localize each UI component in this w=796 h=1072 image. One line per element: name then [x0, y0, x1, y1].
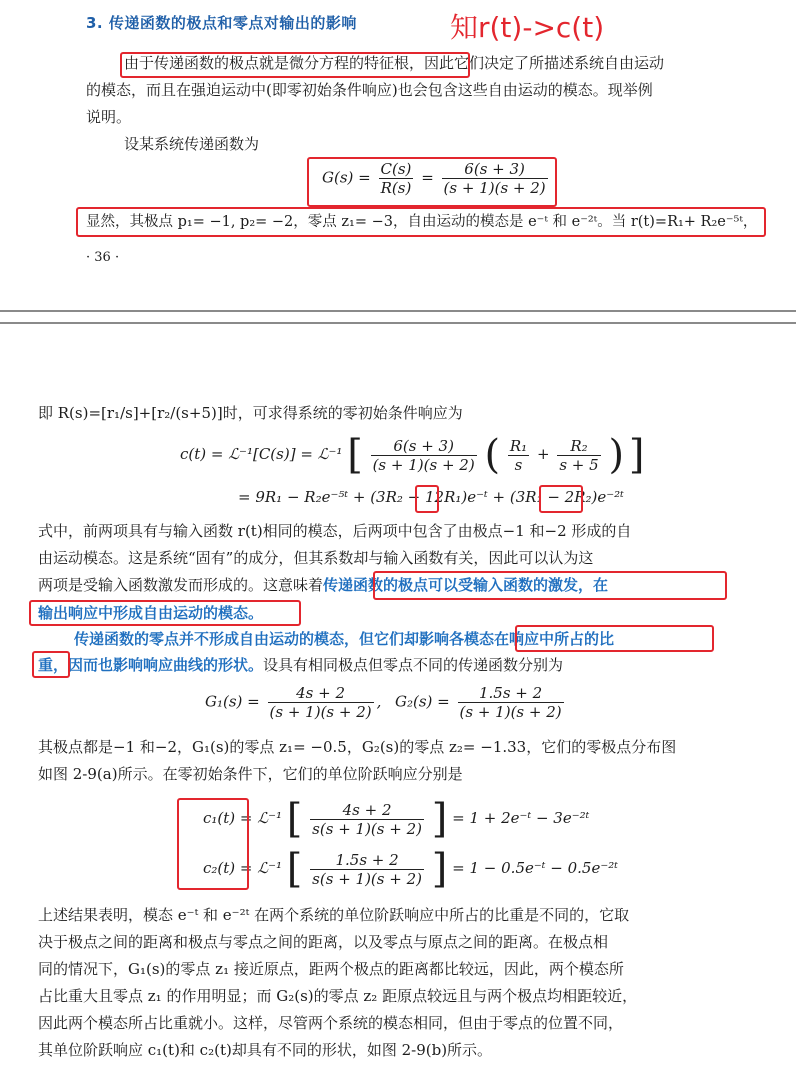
fraction	[371, 437, 477, 474]
denominator: (s + 1)(s + 2)	[459, 703, 562, 721]
annotation-box	[515, 625, 714, 652]
denominator: R(s)	[380, 179, 412, 197]
equation-step-c2	[203, 846, 618, 892]
paragraph-line: 决于极点之间的距离和极点与零点之间的距离，以及零点与原点之间的距离。在极点相	[38, 933, 609, 951]
paragraph-line: 上述结果表明，模态 e⁻ᵗ 和 e⁻²ᵗ 在两个系统的单位阶跃响应中所占的比重是不同的，它取	[38, 906, 630, 924]
bracket: [	[347, 432, 363, 478]
numerator: 4s + 2	[310, 801, 424, 820]
denominator: s	[514, 455, 523, 474]
paren: (	[484, 432, 501, 478]
annotation-box	[32, 651, 70, 678]
highlighted-phrase: 各模态在响应中所占的比	[449, 630, 615, 648]
denominator: (s + 1)(s + 2)	[443, 179, 546, 197]
text-span: ，因此它们决定了所描述系统自由运动	[409, 54, 665, 72]
paragraph-line: 如图 2-9(a)所示。在零初始条件下，它们的单位阶跃响应分别是	[38, 765, 463, 783]
eq-lhs: c(t) = ℒ⁻¹[C(s)] = ℒ⁻¹	[180, 445, 343, 463]
annotation-box	[120, 52, 470, 78]
paragraph-line: 因此两个模态所占比重就小。这样，尽管两个系统的模态相同，但由于零点的位置不同，	[38, 1014, 624, 1032]
highlighted-phrase: 传递函数的零点并不形成自由运动的模态，但它们却影响	[74, 630, 450, 648]
plus-sign: +	[536, 445, 550, 463]
eq-lhs: G₂(s) =	[395, 692, 450, 711]
denominator: s(s + 1)(s + 2)	[312, 869, 422, 888]
paragraph-line: 设某系统传递函数为	[124, 135, 260, 153]
eq-lhs: G₁(s) =	[205, 692, 260, 711]
annotation-box	[29, 600, 301, 626]
equation-response-expanded: = 9R₁ − R₂e⁻⁵ᵗ + (3R₂ − 12R₁)e⁻ᵗ + (3R₁ − 2R₂)e⁻²ᵗ	[238, 488, 624, 506]
highlighted-phrase: 传递函数的极点可以受输入函数的激发，在	[323, 576, 609, 594]
numerator: R₂	[557, 437, 600, 456]
annotation-box	[76, 207, 766, 237]
paragraph-line: 显然，其极点 p₁= −1, p₂= −2，零点 z₁= −3，自由运动的模态是 e⁻ᵗ 和 e⁻²ᵗ。当 r(t)=R₁+ R₂e⁻⁵ᵗ，	[86, 214, 758, 230]
paragraph-line: 式中，前两项具有与输入函数 r(t)相同的模态，后两项中包含了由极点−1 和−2 形成的自	[38, 522, 632, 540]
eq-lhs: c₁(t) =	[203, 809, 253, 827]
annotation-box	[539, 485, 583, 513]
paragraph-line	[38, 652, 563, 679]
highlighted-phrase: 因而也影响响应曲线的形状。	[68, 656, 264, 674]
paragraph-line: 说明。	[86, 108, 132, 126]
equation-g2	[395, 684, 567, 721]
fraction	[458, 684, 564, 721]
paragraph-line: 占比重大且零点 z₁ 的作用明显；而 G₂(s)的零点 z₂ 距原点较远且与两个极点均相距较近，	[38, 987, 638, 1005]
page-separator	[0, 310, 796, 324]
laplace-operator: ℒ⁻¹	[257, 809, 282, 827]
denominator: s + 5	[559, 455, 599, 474]
paragraph-line: 即 R(s)=[r₁/s]+[r₂/(s+5)]时，可求得系统的零初始条件响应为	[38, 404, 463, 422]
numerator: 1.5s + 2	[458, 684, 564, 703]
annotation-box	[415, 485, 439, 513]
numerator: 1.5s + 2	[310, 851, 424, 870]
handwritten-annotation: 知r(t)->c(t)	[450, 11, 605, 44]
highlighted-phrase: 重，	[38, 656, 69, 674]
numerator: 4s + 2	[268, 684, 374, 703]
bracket: ]	[431, 796, 448, 842]
text-span: 两项是受输入函数激发而形成的。这意味着	[38, 576, 324, 594]
fraction	[508, 437, 529, 474]
denominator: (s + 1)(s + 2)	[372, 455, 475, 474]
annotation-box	[177, 798, 249, 890]
denominator: (s + 1)(s + 2)	[269, 703, 372, 721]
denominator: s(s + 1)(s + 2)	[312, 819, 422, 838]
paragraph-line: 由运动模态。这是系统“固有”的成分，但其系数却与输入函数有关，因此可以认为这	[38, 549, 594, 567]
text-span: 设具有相同极点但零点不同的传递函数分别为	[263, 656, 564, 674]
bracket: ]	[431, 846, 448, 892]
highlighted-phrase: 由于传递函数的极点就是微分方程的特征根	[124, 54, 410, 72]
paragraph-line: 输出响应中形成自由运动的模态。	[38, 604, 264, 622]
paragraph-line: 其单位阶跃响应 c₁(t)和 c₂(t)却具有不同的形状，如图 2-9(b)所示。	[38, 1041, 493, 1059]
numerator: 6(s + 3)	[371, 437, 477, 456]
numerator: C(s)	[380, 160, 412, 178]
annotation-box	[373, 571, 727, 600]
equation-response	[180, 432, 644, 478]
page-number: · 36 ·	[86, 250, 120, 265]
fraction	[268, 684, 374, 721]
numerator: 6(s + 3)	[442, 160, 548, 179]
numerator: R₁	[509, 436, 528, 455]
eq-lhs: c₂(t) =	[203, 859, 253, 877]
laplace-operator: ℒ⁻¹	[257, 859, 282, 877]
equals-sign: =	[421, 168, 434, 187]
paragraph-line: 同的情况下，G₁(s)的零点 z₁ 接近原点，距两个极点的距离都比较远，因此，两个模态所	[38, 960, 624, 978]
paragraph-line: 其极点都是−1 和−2，G₁(s)的零点 z₁= −0.5，G₂(s)的零点 z₂= −1.33，它们的零极点分布图	[38, 738, 677, 756]
paragraph-line: 的模态，而且在强迫运动中(即零初始条件响应)也会包含这些自由运动的模态。现举例	[86, 81, 653, 99]
paren: )	[608, 432, 625, 478]
section-title: 3. 传递函数的极点和零点对输出的影响	[86, 14, 357, 32]
eq-lhs: G(s) =	[322, 168, 371, 187]
annotation-box	[307, 157, 557, 207]
fraction	[557, 437, 600, 474]
bracket: [	[286, 796, 303, 842]
bracket: ]	[628, 432, 645, 478]
eq-rhs: = 1 − 0.5e⁻ᵗ − 0.5e⁻²ᵗ	[452, 859, 618, 877]
bracket: [	[286, 846, 303, 892]
equation-g1: G₁(s) = $\frac{4s + 2}{(s + 1)(s + 2)}$ ,	[205, 684, 382, 721]
equation-step-c1	[203, 796, 589, 842]
fraction	[310, 801, 424, 838]
eq-rhs: = 1 + 2e⁻ᵗ − 3e⁻²ᵗ	[452, 809, 590, 827]
fraction	[310, 851, 424, 888]
